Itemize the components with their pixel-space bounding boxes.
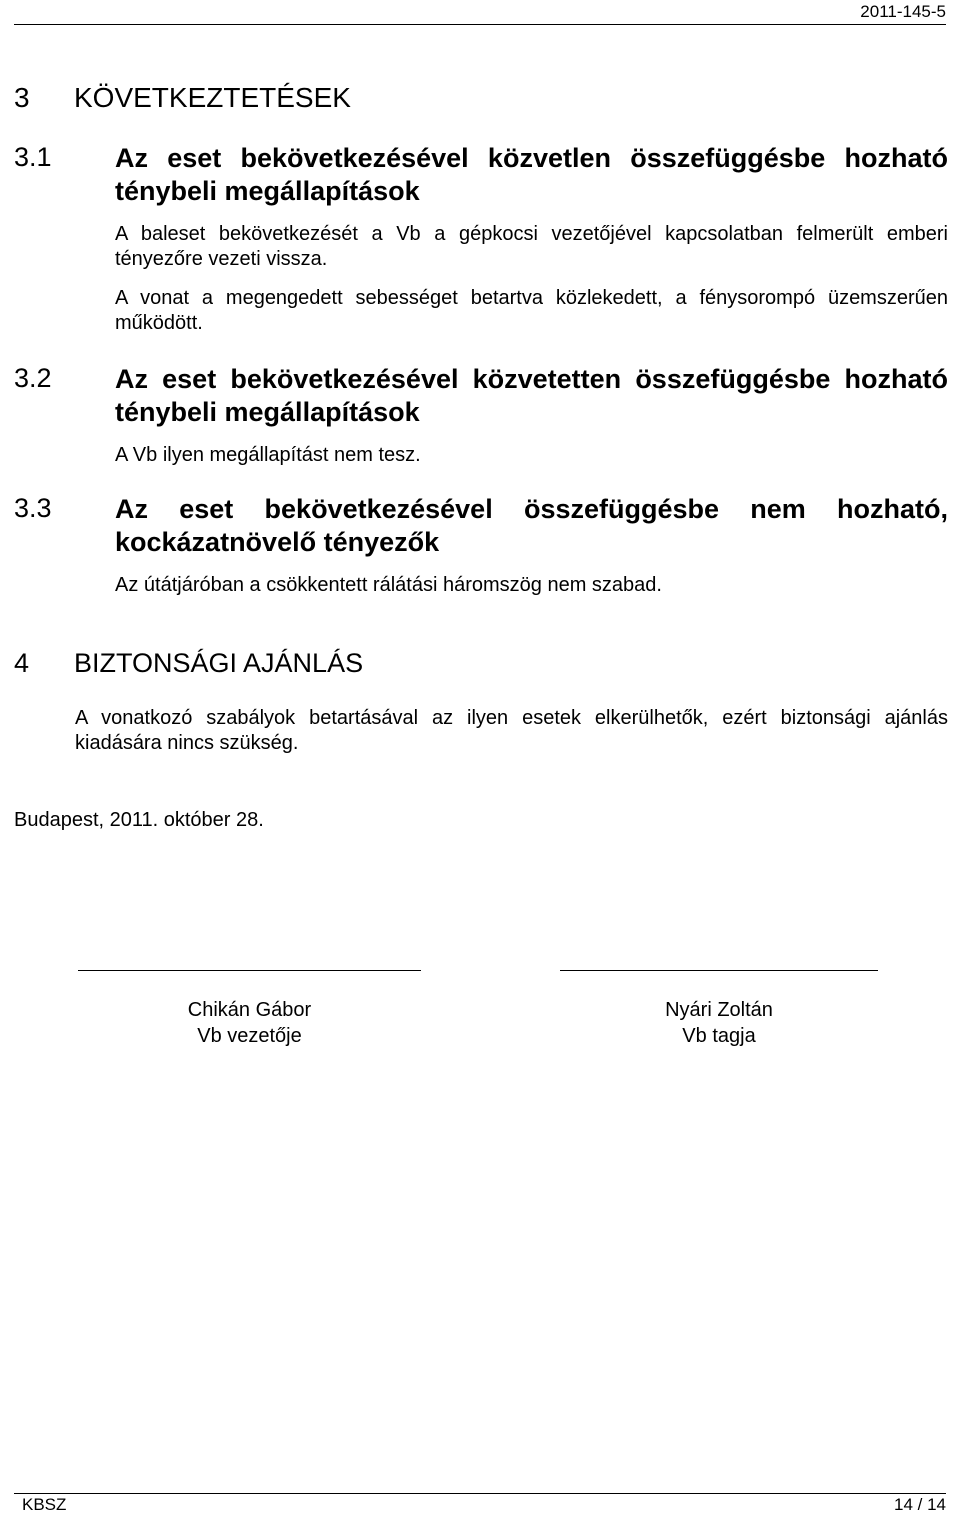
subsection-3-2-title: Az eset bekövetkezésével közvetetten összefüggésbe hozható ténybeli megállapítások xyxy=(115,364,948,427)
signature-line-2 xyxy=(560,970,878,971)
section-4-paragraph: A vonatkozó szabályok betartásával az ilyen esetek elkerülhetők, ezért biztonsági ajánlás kiadására nincs szükség. xyxy=(75,707,948,754)
signature-block-1 xyxy=(78,997,421,1049)
section-3-number: 3 xyxy=(14,82,30,113)
subsection-3-2-paragraph: A Vb ilyen megállapítást nem tesz. xyxy=(115,444,421,466)
signatory-name: Nyári Zoltán xyxy=(665,999,773,1021)
signature-block-2 xyxy=(560,997,878,1049)
signatory-role: Vb vezetője xyxy=(197,1025,302,1047)
signatory-role: Vb tagja xyxy=(682,1025,756,1047)
section-3-heading xyxy=(14,82,351,114)
section-4-number: 4 xyxy=(14,648,30,678)
subsection-3-1-title: Az eset bekövetkezésével közvetlen összefüggésbe hozható ténybeli megállapítások xyxy=(115,143,948,206)
subsection-3-1-paragraph-1: A baleset bekövetkezését a Vb a gépkocsi vezetőjével kapcsolatban felmerült emberi tényezőre vezeti vissza. xyxy=(115,223,948,270)
place-date: Budapest, 2011. október 28. xyxy=(14,809,264,831)
section-4-title: BIZTONSÁGI AJÁNLÁS xyxy=(74,648,364,678)
subsection-3-3-paragraph: Az útátjáróban a csökkentett rálátási háromszög nem szabad. xyxy=(115,574,662,596)
section-4-heading xyxy=(14,648,363,679)
footer-divider xyxy=(14,1493,946,1494)
subsection-3-2-number: 3.2 xyxy=(14,363,52,393)
subsection-3-1-number: 3.1 xyxy=(14,142,52,172)
signature-line-1 xyxy=(78,970,421,971)
header-divider xyxy=(14,24,946,25)
subsection-3-1-paragraph-2: A vonat a megengedett sebességet betartva közlekedett, a fénysorompó üzemszerűen működött. xyxy=(115,287,948,334)
section-3-title: KÖVETKEZTETÉSEK xyxy=(74,82,351,113)
signatory-name: Chikán Gábor xyxy=(187,999,312,1021)
footer-org: KBSZ xyxy=(22,1495,67,1514)
document-code: 2011-145-5 xyxy=(860,2,946,21)
subsection-3-3-number: 3.3 xyxy=(14,493,52,523)
subsection-3-3-title: Az eset bekövetkezésével összefüggésbe nem hozható, kockázatnövelő tényezők xyxy=(115,494,948,557)
page-number: 14 / 14 xyxy=(894,1495,946,1514)
